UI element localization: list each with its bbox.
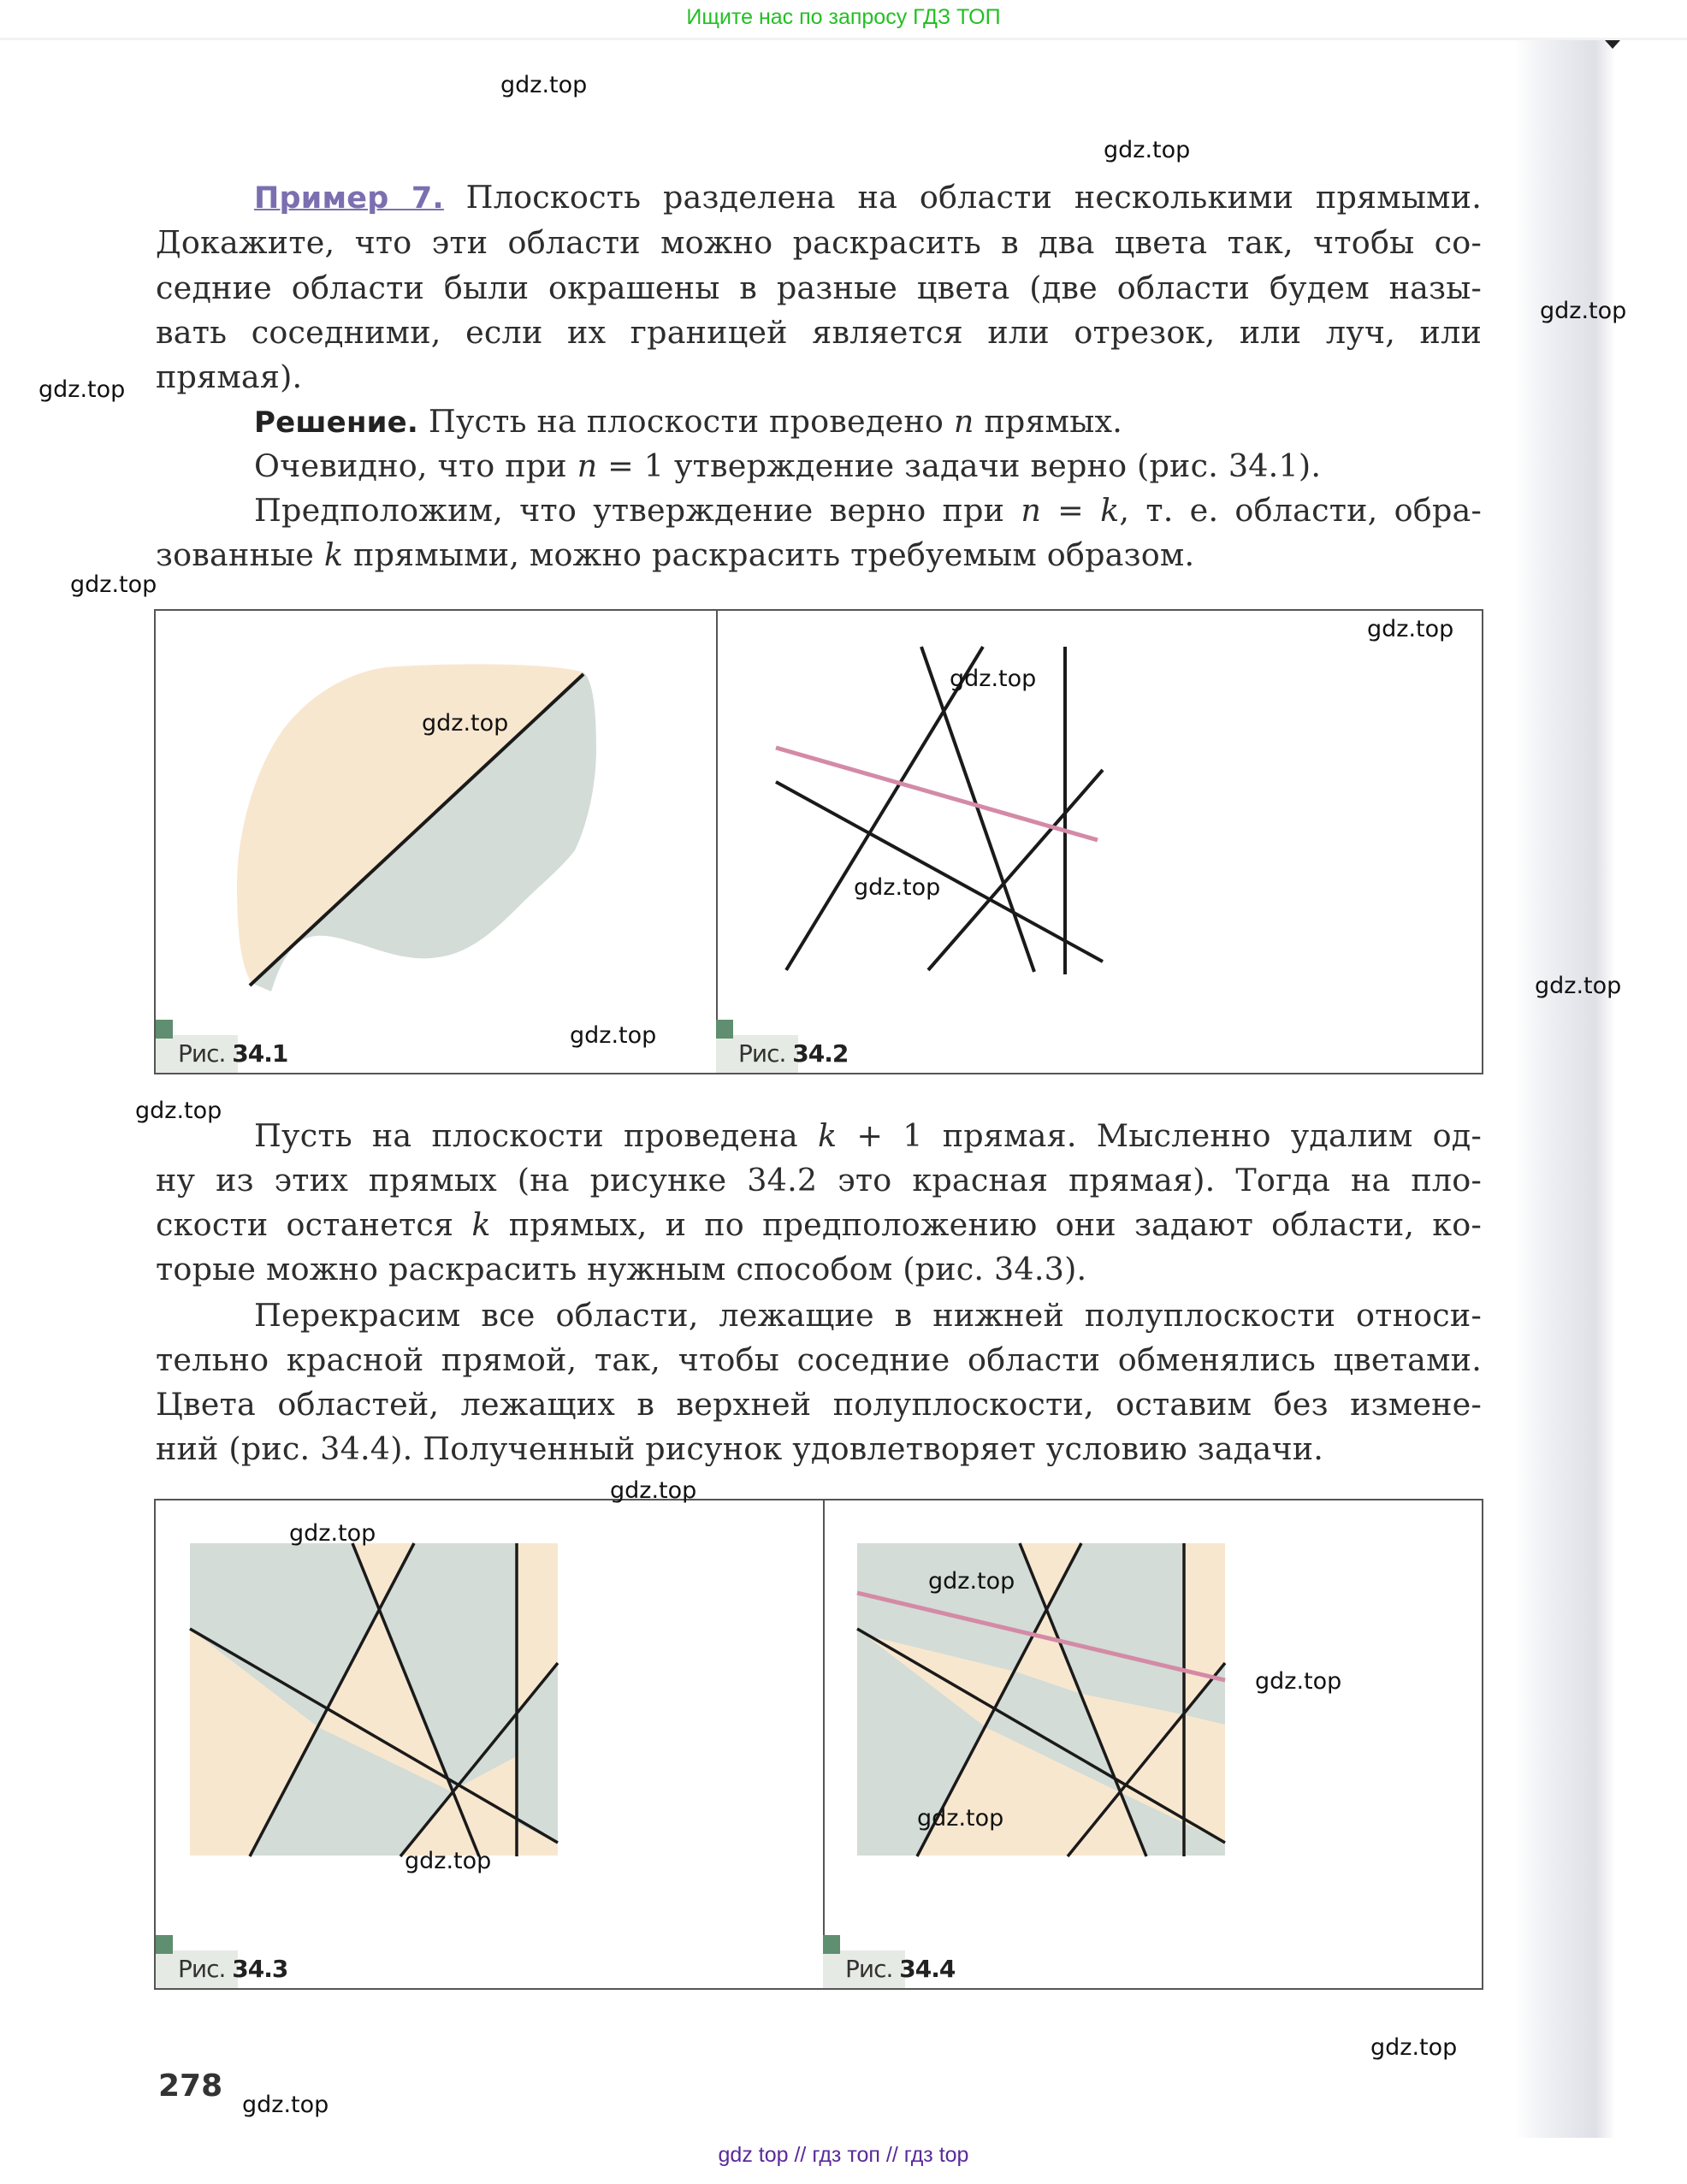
watermark: gdz.top — [70, 571, 157, 598]
watermark: gdz.top — [422, 710, 509, 737]
figure-34-3 — [156, 1500, 825, 1988]
watermark: gdz.top — [1255, 1668, 1342, 1695]
para2-line-4: торые можно раскрасить нужным способом (рис. 34.3). — [156, 1251, 1087, 1287]
example-line-3: седние области были окрашены в разные цвета (две области будем назы- — [156, 269, 1482, 306]
example-line-1: Пример 7. Плоскость разделена на области несколькими прямыми. — [254, 179, 1482, 216]
figure-row-2 — [154, 1499, 1483, 1990]
figure-34-3-drawing — [156, 1500, 823, 1988]
solution-label: Решение. — [254, 405, 419, 440]
watermark: gdz.top — [1104, 137, 1191, 163]
red-line — [776, 748, 1098, 840]
line-e — [776, 782, 1103, 962]
caption-square-icon — [823, 1935, 840, 1954]
para3-line-4: ний (рис. 34.4). Полученный рисунок удовлетворяет условию задачи. — [156, 1430, 1324, 1467]
top-banner[interactable]: Ищите нас по запросу ГДЗ ТОП — [686, 5, 1001, 29]
watermark: gdz.top — [917, 1805, 1004, 1832]
figure-caption: Рис. 34.2 — [716, 1020, 848, 1073]
caption-square-icon — [156, 1020, 173, 1039]
line-a — [921, 647, 1037, 972]
watermark: gdz.top — [610, 1477, 697, 1504]
watermark: gdz.top — [854, 874, 941, 901]
watermark: gdz.top — [500, 72, 588, 98]
figure-34-2-drawing — [716, 611, 1482, 1073]
figure-34-4 — [823, 1500, 1482, 1988]
example-line-2: Докажите, что эти области можно раскрасить в два цвета так, чтобы со- — [156, 224, 1482, 261]
figure-34-1 — [156, 611, 718, 1073]
watermark: gdz.top — [242, 2092, 329, 2118]
caption-square-icon — [156, 1935, 173, 1954]
corner-triangle-icon — [1605, 40, 1620, 49]
figure-34-2 — [716, 611, 1482, 1073]
para3-line-2: тельно красной прямой, так, чтобы соседние области обменялись цветами. — [156, 1341, 1482, 1378]
watermark: gdz.top — [289, 1520, 376, 1547]
example-label[interactable]: Пример 7. — [254, 181, 444, 216]
para3-line-3: Цвета областей, лежащих в верхней полуплоскости, оставим без измене- — [156, 1386, 1482, 1423]
figure-caption: Рис. 34.1 — [156, 1020, 287, 1073]
solution-line-3: Предположим, что утверждение верно при n = k, т. е. области, обра- — [254, 492, 1482, 529]
para2-line-1: Пусть на плоскости проведена k + 1 прямая. Мысленно удалим од- — [254, 1117, 1482, 1154]
caption-square-icon — [716, 1020, 733, 1039]
example-line-4: вать соседними, если их границей является или отрезок, или луч, или — [156, 314, 1482, 351]
bottom-banner[interactable]: gdz top // гдз топ // гдз top — [718, 2143, 969, 2167]
watermark: gdz.top — [38, 376, 126, 403]
watermark: gdz.top — [570, 1022, 657, 1049]
solution-line-4: зованные k прямыми, можно раскрасить требуемым образом. — [156, 536, 1195, 573]
line-b — [786, 647, 983, 970]
watermark: gdz.top — [1540, 298, 1627, 324]
figure-34-4-drawing — [823, 1500, 1482, 1988]
para2-line-3: скости останется k прямых, и по предположению они задают области, ко- — [156, 1206, 1482, 1243]
watermark: gdz.top — [1370, 2034, 1458, 2061]
solution-line-1: Решение. Пусть на плоскости проведено n прямых. — [254, 403, 1123, 440]
para2-line-2: ну из этих прямых (на рисунке 34.2 это красная прямая). Тогда на пло- — [156, 1162, 1482, 1199]
figure-caption: Рис. 34.4 — [823, 1935, 955, 1988]
watermark: gdz.top — [1535, 973, 1622, 999]
watermark: gdz.top — [405, 1848, 492, 1874]
para3-line-1: Перекрасим все области, лежащие в нижней полуплоскости относи- — [254, 1297, 1482, 1334]
page-number: 278 — [158, 2069, 223, 2104]
figure-34-1-drawing — [156, 611, 716, 1073]
watermark: gdz.top — [928, 1568, 1015, 1595]
page-binding-shadow — [1514, 40, 1615, 2138]
solution-line-2: Очевидно, что при n = 1 утверждение задачи верно (рис. 34.1). — [254, 447, 1322, 484]
figure-row-1 — [154, 609, 1483, 1074]
watermark: gdz.top — [135, 1098, 222, 1124]
example-line-5: прямая). — [156, 358, 303, 395]
colored-regions — [190, 1543, 558, 1856]
watermark: gdz.top — [1367, 616, 1454, 642]
figure-caption: Рис. 34.3 — [156, 1935, 287, 1988]
watermark: gdz.top — [950, 666, 1037, 692]
